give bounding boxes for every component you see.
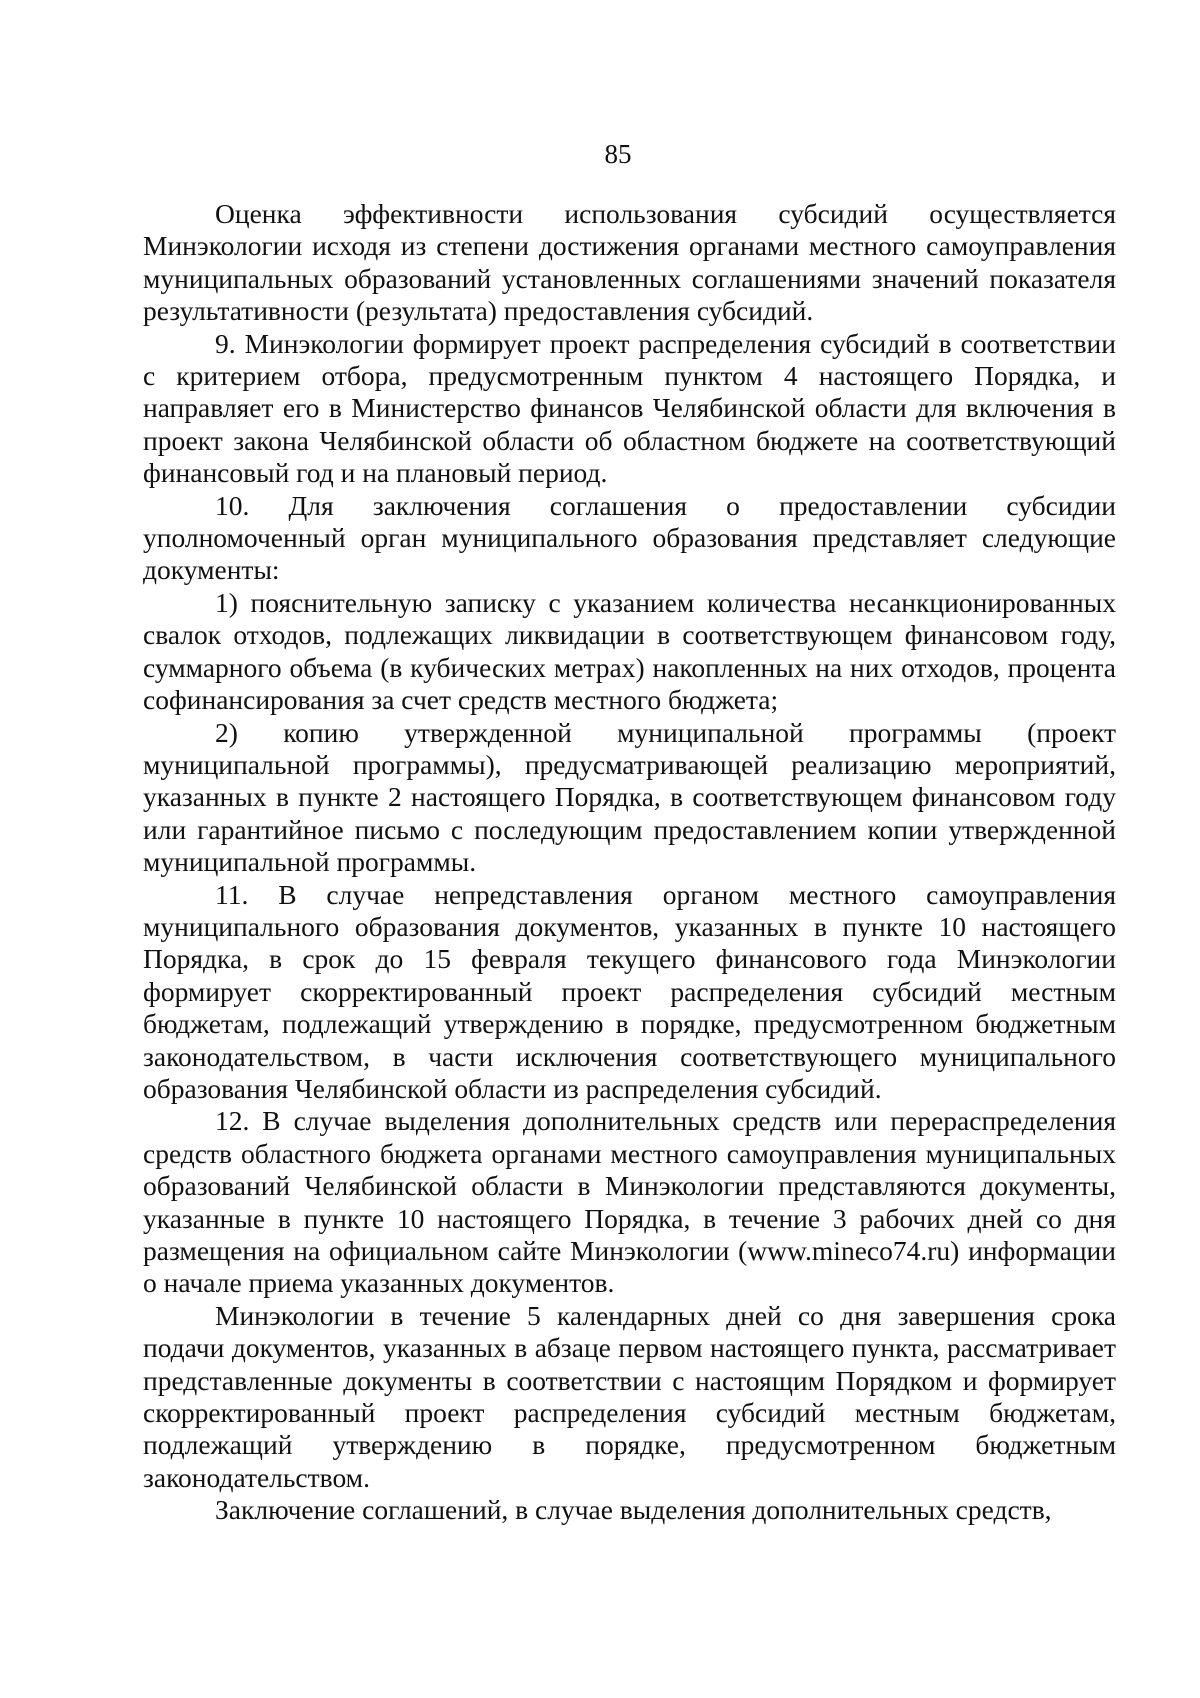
- paragraph-evaluation: Оценка эффективности использования субсидий осуществляется Минэкологии исходя из степени достижения органами местного самоуправления муниципальных образований установленных соглашениями значений показателя результативности (результата) предоставления субсидий.: [143, 198, 1116, 327]
- paragraph-item-12-review: Минэкологии в течение 5 календарных дней со дня завершения срока подачи документов, указанных в абзаце первом настоящего пункта, рассматривает представленные документы в соответствии с настоящим Порядком и формирует скорректированный проект распределения субсидий местным бюджетам, подлежащий утверждению в порядке, предусмотренном бюджетным законодательством.: [143, 1299, 1116, 1493]
- page-number: 85: [604, 139, 632, 169]
- paragraph-subitem-1: 1) пояснительную записку с указанием количества несанкционированных свалок отходов, подлежащих ликвидации в соответствующем финансовом году, суммарного объема (в кубических метрах) накопленных на них отходов, процента софинансирования за счет средств местного бюджета;: [143, 586, 1116, 716]
- paragraph-item-12: 12. В случае выделения дополнительных средств или перераспределения средств областного бюджета органами местного самоуправления муниципальных образований Челябинской области в Минэкологии представляются документы, указанные в пункте 10 настоящего Порядка, в течение 3 рабочих дней со дня размещения на официальном сайте Минэкологии (www.mineco74.ru) информации о начале приема указанных документов.: [143, 1105, 1116, 1299]
- paragraph-agreements: Заключение соглашений, в случае выделения дополнительных средств,: [215, 1494, 1052, 1526]
- document-body: [143, 198, 1116, 1527]
- paragraph-item-10: 10. Для заключения соглашения о предоставлении субсидии уполномоченный орган муниципального образования представляет следующие документы:: [143, 489, 1116, 586]
- paragraph-subitem-2: 2) копию утвержденной муниципальной программы (проект муниципальной программы), предусматривающей реализацию мероприятий, указанных в пункте 2 настоящего Порядка, в соответствующем финансовом году или гарантийное письмо с последующим предоставлением копии утвержденной муниципальной программы.: [143, 716, 1116, 878]
- paragraph-item-11: 11. В случае непредставления органом местного самоуправления муниципального образования документов, указанных в пункте 10 настоящего Порядка, в срок до 15 февраля текущего финансового года Минэкологии формирует скорректированный проект распределения субсидий местным бюджетам, подлежащий утверждению в порядке, предусмотренном бюджетным законодательством, в части исключения соответствующего муниципального образования Челябинской области из распределения субсидий.: [143, 878, 1116, 1104]
- paragraph-item-9: 9. Минэкологии формирует проект распределения субсидий в соответствии с критерием отбора, предусмотренным пунктом 4 настоящего Порядка, и направляет его в Министерство финансов Челябинской области для включения в проект закона Челябинской области об областном бюджете на соответствующий финансовый год и на плановый период.: [143, 327, 1116, 489]
